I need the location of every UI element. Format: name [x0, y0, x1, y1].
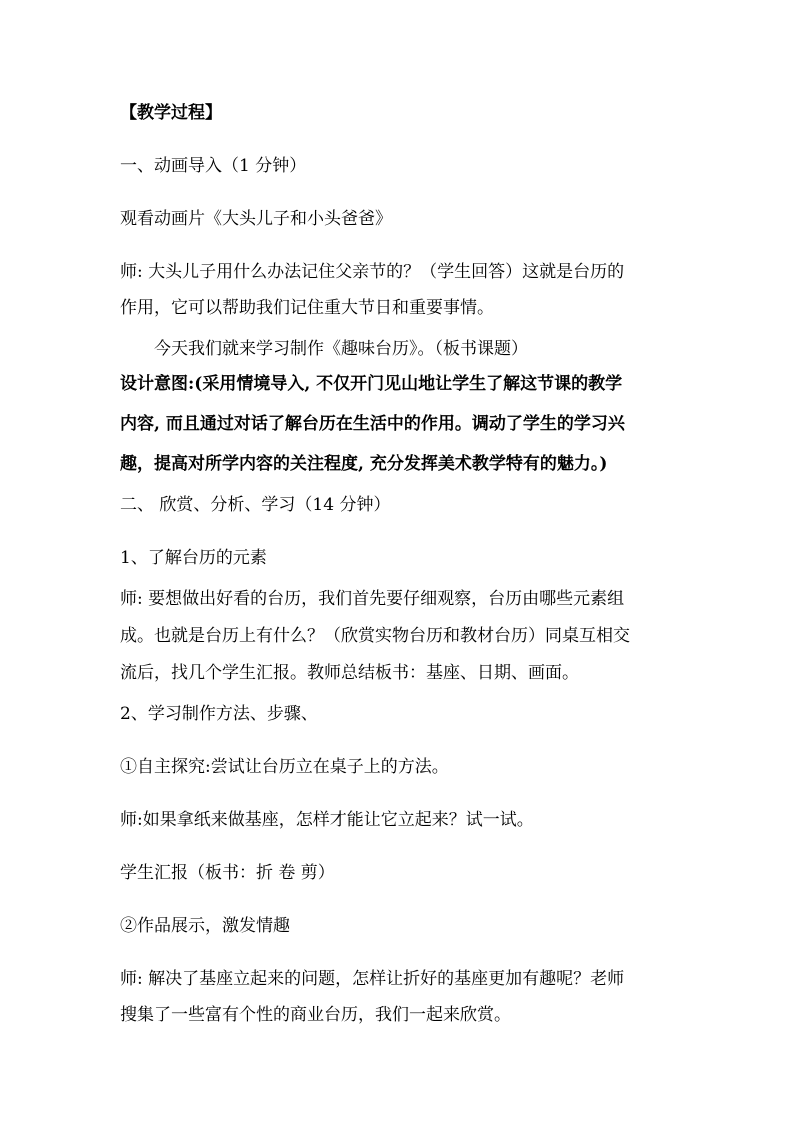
paragraph-line: 作用，它可以帮助我们记住重大节日和重要事情。 [120, 298, 494, 318]
teacher-question-2 [120, 588, 680, 685]
student-report-line: 学生汇报（板书：折 卷 剪） [120, 863, 335, 883]
part1-heading: 一、动画导入（1 分钟） [120, 156, 307, 176]
teacher-question-4 [120, 968, 680, 1027]
section-title: 【教学过程】 [120, 103, 222, 123]
paragraph-line: 师: 大头儿子用什么办法记住父亲节的？（学生回答）这就是台历的 [120, 262, 625, 282]
today-line: 今天我们就来学习制作《趣味台历》。（板书课题） [154, 339, 528, 359]
step2-line: ②作品展示，激发情趣 [120, 916, 290, 936]
design-intent-line: 设计意图:(采用情境导入, 不仅开门见山地让学生了解这节课的教学 [120, 374, 623, 394]
paragraph-line: 流后，找几个学生汇报。教师总结板书：基座、日期、画面。 [120, 663, 579, 683]
design-intent-line: 趣，提高对所学内容的关注程度, 充分发挥美术教学特有的魅力。) [120, 454, 608, 474]
teacher-question-1 [120, 261, 680, 320]
paragraph-line: 师: 解决了基座立起来的问题，怎样让折好的基座更加有趣呢？老师 [120, 969, 625, 989]
document-body [120, 102, 680, 1027]
item1-heading: 1、了解台历的元素 [120, 548, 267, 568]
watch-line: 观看动画片《大头儿子和小头爸爸》 [120, 209, 392, 229]
paragraph-line: 成。也就是台历上有什么？（欣赏实物台历和教材台历）同桌互相交 [120, 626, 630, 646]
teacher-question-3: 师:如果拿纸来做基座，怎样才能让它立起来？试一试。 [120, 810, 534, 830]
paragraph-line: 师: 要想做出好看的台历，我们首先要仔细观察，台历由哪些元素组 [120, 589, 625, 609]
part2-heading: 二、 欣赏、分析、学习（14 分钟） [120, 495, 391, 515]
step1-line: ①自主探究:尝试让台历立在桌子上的方法。 [120, 757, 449, 777]
design-intent-line: 内容, 而且通过对话了解台历在生活中的作用。调动了学生的学习兴 [120, 414, 625, 434]
paragraph-line: 搜集了一些富有个性的商业台历，我们一起来欣赏。 [120, 1005, 511, 1025]
item2-heading: 2、学习制作方法、步骤、 [120, 704, 318, 724]
design-intent [120, 373, 680, 476]
